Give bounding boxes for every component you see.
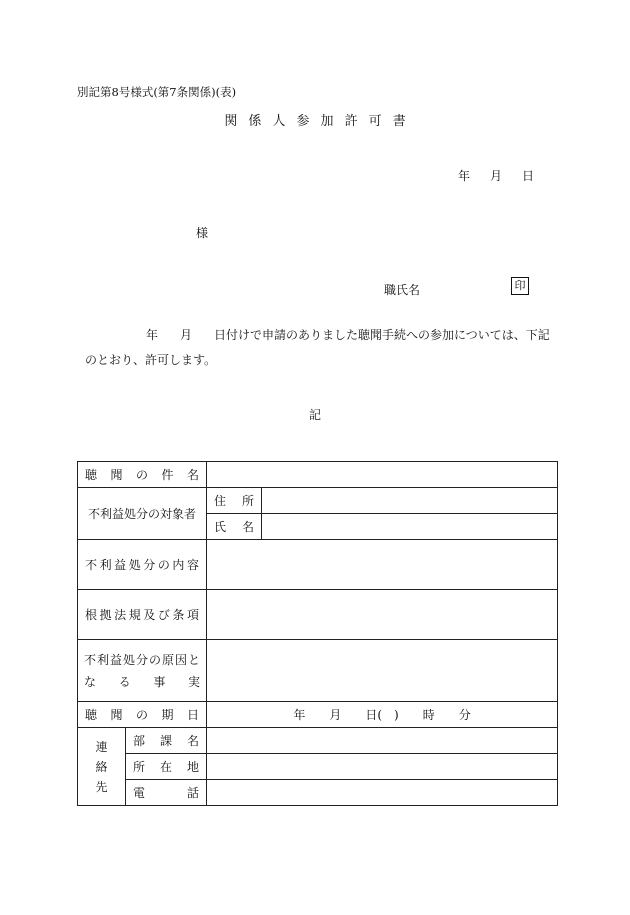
value-disposition-content	[207, 540, 558, 590]
label-department: 部課名	[126, 728, 207, 754]
label-target-person: 不利益処分の対象者	[78, 488, 207, 540]
label-cause-facts	[78, 640, 207, 702]
body-text: 日付けで申請のありました聴聞手続への参加については、下記	[214, 328, 550, 342]
label-phone: 電話	[126, 780, 207, 806]
value-department	[207, 728, 558, 754]
row-target-address	[78, 488, 558, 514]
value-cause-facts	[207, 640, 558, 702]
label-hearing-date: 聴聞の期日	[78, 702, 207, 728]
value-hearing-date: 年 月 日( ) 時 分	[207, 702, 558, 728]
label-name: 氏名	[207, 514, 262, 540]
date-day: 日	[521, 169, 534, 183]
label-contact	[78, 728, 126, 806]
value-case-name	[207, 462, 558, 488]
label-legal-basis: 根拠法規及び条項	[78, 590, 207, 640]
date-year: 年	[457, 169, 470, 183]
row-law	[78, 590, 558, 640]
label-case-name: 聴聞の件名	[78, 462, 207, 488]
issue-date	[458, 167, 534, 184]
row-contact-dept	[78, 728, 558, 754]
value-legal-basis	[207, 590, 558, 640]
value-name	[262, 514, 558, 540]
body-year: 年	[146, 328, 159, 342]
value-phone	[207, 780, 558, 806]
label-cause-line-1: 不利益処分の原因と	[84, 652, 201, 667]
value-address	[262, 488, 558, 514]
date-month: 月	[489, 169, 502, 183]
addressee-suffix: 様	[196, 226, 209, 240]
label-contact-char-1: 連	[95, 739, 108, 754]
body-text-line-1	[146, 326, 550, 343]
row-case-name	[78, 462, 558, 488]
document-title: 関係人参加許可書	[224, 114, 417, 129]
label-contact-char-3: 先	[95, 779, 108, 794]
row-cause	[78, 640, 558, 702]
ki-heading: 記	[308, 408, 321, 422]
body-month: 月	[180, 328, 193, 342]
row-content	[78, 540, 558, 590]
label-contact-char-2: 絡	[95, 759, 108, 774]
body-text-line-2: のとおり、許可します。	[85, 353, 217, 367]
label-address: 住所	[207, 488, 262, 514]
row-contact-location	[78, 754, 558, 780]
row-contact-phone	[78, 780, 558, 806]
row-hearing-date	[78, 702, 558, 728]
permit-details-table	[77, 461, 558, 806]
issuer-title-name: 職氏名	[384, 283, 421, 297]
label-location: 所在地	[126, 754, 207, 780]
label-cause-line-2: なる事実	[84, 674, 201, 689]
label-disposition-content: 不利益処分の内容	[78, 540, 207, 590]
seal-mark: 印	[511, 277, 529, 295]
form-reference: 別記第8号様式(第7条関係)(表)	[77, 85, 237, 99]
value-location	[207, 754, 558, 780]
